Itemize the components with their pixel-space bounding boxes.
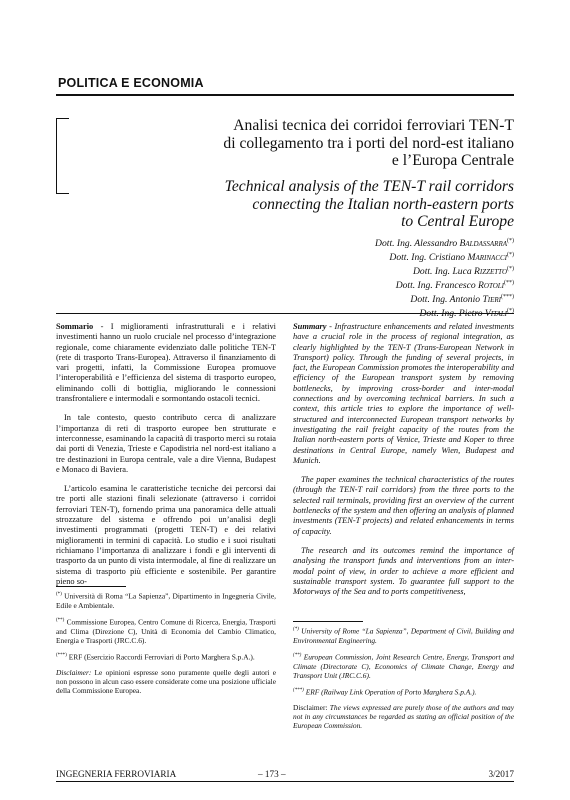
- author-line: Dott. Ing. Francesco Rotoli(**): [395, 279, 514, 292]
- author-list: [154, 236, 514, 320]
- footnotes-italian: [56, 590, 276, 701]
- abstract-paragraph: The paper examines the technical characteristics of the routes (through the TEN-T rail corridors) from the three ports to the selected rail terminals, providing first an overview of the current bottlenecks of the system and then offering an analysis of planned investments (TEN-T projects) and related enhancements in terms of capacity.: [293, 475, 514, 536]
- section-title: POLITICA E ECONOMIA: [58, 76, 204, 90]
- footnote: (***) ERF (Railway Link Operation of Porto Marghera S.p.A.).: [293, 687, 477, 697]
- author-line: Dott. Ing. Alessandro Baldassarra(*): [375, 238, 514, 250]
- footnote-rule: [56, 586, 126, 587]
- abstract-paragraph: Summary - Infrastructure enhancements and related investments have a crucial role in the process of regional integration, as clearly highlighted by the TEN-T (Trans-European Network in Transport) policy. Through the funding of several projects, in fact, the European Commission promotes the interoperability and efficiency of the European transport system by removing bottlenecks, by improving cross-border and inter-modal connections and by overcoming technical barriers. In such a context, this article tries to explore the importance of well-structured and interconnected European transport networks by investigating the rail freight capacity of the routes from the Italian north-eastern ports of Venice, Trieste and Koper to three destinations in Central Europe, namely Wien, Budapest and Munich.: [293, 322, 514, 465]
- abstract-paragraph: The research and its outcomes remind the importance of analysing the transport funds and interventions from an inter-modal point of view, in order to achieve a more efficient and sustainable transport system. To guarantee full support to the Motorways of the Sea and to ports competitiveness,: [293, 545, 514, 597]
- title-english: [94, 178, 514, 231]
- title-english-line: connecting the Italian north-eastern ports: [252, 195, 514, 213]
- disclaimer: Disclaimer: Le opinioni espresse sono puramente quelle degli autori e non possono in alcun caso essere considerate come una posizione ufficiale della Commissione Europea.: [56, 667, 276, 696]
- title-english-line: Technical analysis of the TEN-T rail corridors: [224, 178, 514, 195]
- footnote: (**) Commissione Europea, Centro Comune di Ricerca, Energia, Trasporti and Clima (Direzione C), Unità di Economia del Cambio Climatico, Energia e Trasporti (JRC.C.6).: [56, 617, 276, 645]
- footnote: (*) Università di Roma “La Sapienza”, Dipartimento in Ingegneria Civile, Edile e Ambientale.: [56, 591, 276, 610]
- footnote: (***) ERF (Esercizio Raccordi Ferroviari di Porto Marghera S.p.A.).: [56, 652, 255, 662]
- title-italian-line: e l’Europa Centrale: [391, 152, 514, 169]
- abstract-rule: [56, 313, 514, 314]
- abstract-paragraph: In tale contesto, questo contributo cerca di analizzare l’importanza di reti di trasporto europee ben strutturate e interconnesse, esaminando la capacità di trasporto merci su rotaia dai porti di Venezia, Trieste e Capodistria nel nord-est italiano a tre destinazioni in Europa centrale, vale a dire Vienna, Budapest e Monaco di Baviera.: [56, 413, 276, 474]
- footer-issue: 3/2017: [488, 769, 514, 779]
- abstract-english: [293, 322, 514, 606]
- header-rule: [56, 94, 514, 96]
- author-line: Dott. Ing. Pietro Vitali(*): [419, 307, 514, 320]
- disclaimer: Disclaimer: The views expressed are purely those of the authors and may not in any circumstances be regarded as stating an official position of the European Commission.: [293, 702, 514, 731]
- author-line: Dott. Ing. Antonio Tieri(***): [410, 293, 514, 306]
- abstract-italian: [56, 322, 276, 596]
- footnote: (*) University of Rome “La Sapienza”, Department of Civil, Building and Environmental Engineering.: [293, 626, 514, 645]
- title-italian-line: di collegamento tra i porti del nord-est italiano: [223, 134, 514, 152]
- footer-rule: [56, 781, 514, 782]
- abstract-paragraph: L’articolo esamina le caratteristiche tecniche dei percorsi dai tre porti alle stazioni finali selezionate (attraverso i corridoi ferroviari TEN-T), fornendo prima una panoramica delle attuali strozzature del sistema e offrendo poi un’analisi degli investimenti programmati (progetti TEN-T) e dei relativi miglioramenti in termini di capacità. Lo studio e i suoi risultati richiamano l’importanza di analizzare i fondi e gli interventi di trasporto da un punto di vista intermodale, al fine di realizzare un sistema di trasporto più efficiente e sostenibile. Per garantire pieno so-: [56, 484, 276, 586]
- title-italian: [94, 117, 514, 170]
- footer-journal: INGEGNERIA FERROVIARIA: [56, 769, 177, 779]
- footer-page-number: – 173 –: [258, 769, 286, 779]
- title-bracket-decoration: [56, 118, 69, 194]
- title-italian-line: Analisi tecnica dei corridoi ferroviari TEN-T: [233, 117, 514, 134]
- author-line: Dott. Ing. Luca Rizzetto(*): [413, 265, 514, 278]
- author-line: Dott. Ing. Cristiano Marinacci(*): [389, 251, 514, 264]
- footnotes-english: [293, 625, 514, 736]
- footnote: (**) European Commission, Joint Research Centre, Energy, Transport and Climate (Directorate C), Economics of Climate Change, Energy and Transport Unit (JRC.C.6).: [293, 652, 514, 680]
- abstract-paragraph: Sommario - I miglioramenti infrastrutturali e i relativi investimenti hanno un ruolo cruciale nel processo d’integrazione regionale, come chiaramente evidenziato dalle politiche TEN-T (rete di trasporto Trans-Europea). Attraverso il finanziamento di vari progetti, infatti, la Commissione Europea promuove l’interoperabilità e l’efficienza del sistema di trasporto europeo, eliminando colli di bottiglia, migliorando le connessioni transfrontaliere e intermodali e sormontando ostacoli tecnici.: [56, 322, 276, 404]
- title-english-line: to Central Europe: [401, 213, 514, 230]
- footnote-rule: [293, 621, 363, 622]
